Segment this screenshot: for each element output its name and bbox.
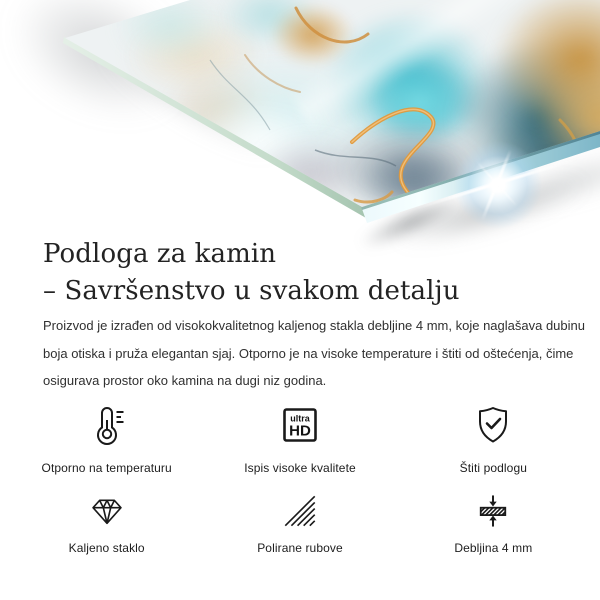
feature-item-thickness <box>397 493 590 555</box>
feature-label: Polirane rubove <box>257 541 343 555</box>
page-title-line1: Podloga za kamin <box>43 239 277 269</box>
feature-item-tempered-glass <box>10 493 203 555</box>
description-line: boja otiska i pruža elegantan sjaj. Otporno je na visoke temperature i štiti od oštećenja, čime <box>43 345 574 361</box>
feature-label: Ispis visoke kvalitete <box>244 461 356 475</box>
thermometer-icon <box>85 403 129 449</box>
diamond-icon <box>89 493 125 529</box>
svg-text:HD: HD <box>289 422 311 440</box>
feature-item-protection <box>397 403 590 475</box>
product-photo <box>0 0 600 250</box>
description-line: osigurava prostor oko kamina na dugi niz godina. <box>43 373 327 388</box>
feature-list <box>10 403 590 555</box>
feature-item-polished-edges <box>203 493 396 555</box>
thickness-icon <box>475 493 511 529</box>
feature-label: Debljina 4 mm <box>454 541 533 555</box>
page-title <box>43 236 460 310</box>
feature-item-print-quality <box>203 403 396 475</box>
feature-item-temperature <box>10 403 203 475</box>
feature-label: Kaljeno staklo <box>68 541 145 555</box>
feature-label: Štiti podlogu <box>459 461 527 475</box>
description-line: Proizvod je izrađen od visokokvalitetnog kaljenog stakla debljine 4 mm, koje naglašava dubinu <box>43 318 585 333</box>
svg-text:ultra: ultra <box>290 413 310 424</box>
product-description <box>43 312 585 395</box>
polished-edges-icon <box>282 493 318 529</box>
shield-check-icon <box>471 403 515 449</box>
feature-label: Otporno na temperaturu <box>41 461 172 475</box>
ultra-hd-icon <box>278 403 322 449</box>
page-title-line2: – Savršenstvo u svakom detalju <box>43 276 460 306</box>
